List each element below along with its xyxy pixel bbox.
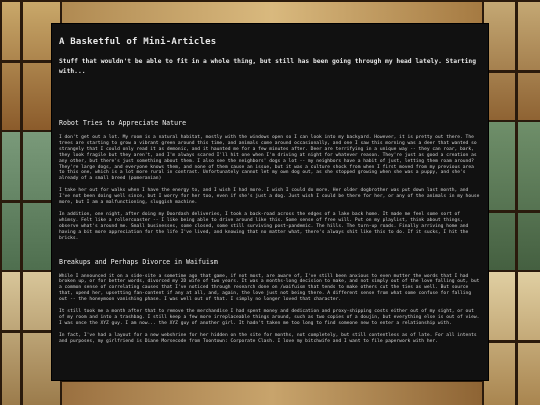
lead-line — [480, 70, 540, 73]
section-waifuism — [59, 258, 481, 345]
lead-line — [480, 210, 540, 213]
lead-line — [0, 60, 60, 63]
post-intro: Stuff that wouldn't be able to fit in a whole thing, but still has been going through my head lately. Starting with... — [59, 58, 477, 75]
post-title: A Basketful of Mini-Articles — [59, 37, 217, 47]
lead-line — [515, 0, 518, 405]
section-heading: Robot Tries to Appreciate Nature — [59, 119, 187, 127]
paragraph: It still took me a month after that to remove the merchandise I had spent money and dedication and proxy-shipping costs either out of my sight, or out of my room and into a trashbag. I still keep a few more irreplaceable things around, such as two copies of a doujin, but everything else is out of view. I was once the XYZ guy. I am now... the XYZ guy of another girl. It hadn't taken me too long to find someone new to enter a relationship with. — [59, 309, 480, 326]
lead-line — [0, 330, 60, 333]
paragraph: I don't get out a lot. My room is a natural habitat, mostly with the windows open so I can look into my backyard. However, it is pretty out there. The trees are starting to grow a vibrant green around this time, and animals come around occasionally, and one I saw this morning was a deer that wanted so strangely that I could only read it as demonic, and it haunted me for a few minutes after. Deer are terrifying in a unique way -- they can roar, bark, they look fragile but they aren't, and I'm always scared I'll hit one when I'm driving at night for whatever reason. They're just as good a creation as any other, but there's just something about them. I also see the neighbors' dogs a lot -- my neighbors have a habit of just, letting them roam around? They're large dogs, and everyone knows them, and none of them cause an issue, but it was a culture shock from when I first moved from my previous area to this one, which is a lot more rural in contrast. Unfortunately cannot let my own dog out, as she stopped growing when she was a puppy, and she's already of a small breed (pomeranian) — [59, 135, 477, 182]
paragraph: In fact, I've had a layout for a new webshrine for her hidden on the site for months, not completely, but still contentless as of late. For all intents and purposes, my girlfriend is Diane Morsecode from Toontown: Corporate Clash. I love my bitchwife and I want to file paperwork with her. — [59, 332, 477, 344]
glass-pane — [480, 0, 540, 124]
paragraph: In addition, one night, after doing my Doordash deliveries, I took a back-road across the edges of a lake back home. It made me feel some sort of whimsy. Felt like a rollercoaster -- I like being able to drive around like this. Some sense of free will. Put on my playlist, think about things, observe what's around me. Small businesses, some closed, some still surviving post-pandemic. The hills. The turn-up roads. Finally arriving home and having a bit more appreciation for the life I've lived, and knowing that no matter what, there's always shit like this to do. If it sucks, I hit the bricks. — [59, 211, 469, 241]
glass-pane — [60, 380, 484, 405]
lead-line — [0, 200, 60, 203]
glass-pane — [480, 120, 540, 274]
glass-pane — [480, 270, 540, 405]
section-nature — [59, 119, 481, 242]
lead-line — [480, 340, 540, 343]
section-heading: Breakups and Perhaps Divorce in Waifuism — [59, 257, 218, 266]
section-spacer — [59, 248, 481, 258]
paragraph: I take her out for walks when I have the energy to, and I wish I had more. I wish I could do more. Her older dogbrother was put down last month, and I've not been doing well since, but I worry for her too, even if she's just a dog. Just wish I could be there for her, or any of the animals in my house more, but I am a malfunctioning, sluggish machine. — [59, 188, 480, 206]
article-panel[interactable] — [52, 24, 488, 380]
paragraph: While I announced it on a side-site a sometime ago that game, if not most, are aware of, I've still been anxious to even mutter the words that I had broken up, or for better words, divorced my 2D wife of two years. It was a months-long decision to make, and not simply out of the love falling out, but a common sense of correlating causes that I've noticed through research done on /waifuism that tends to make others cut the ties as well. But source that, upend her, upsetting fan-content if any at all, and, again, the love just not being there. A different sense from what some confuse for falling out -- the honeymoon vanishing phase. I was well out of that. I simply no longer loved that character. — [59, 273, 480, 303]
